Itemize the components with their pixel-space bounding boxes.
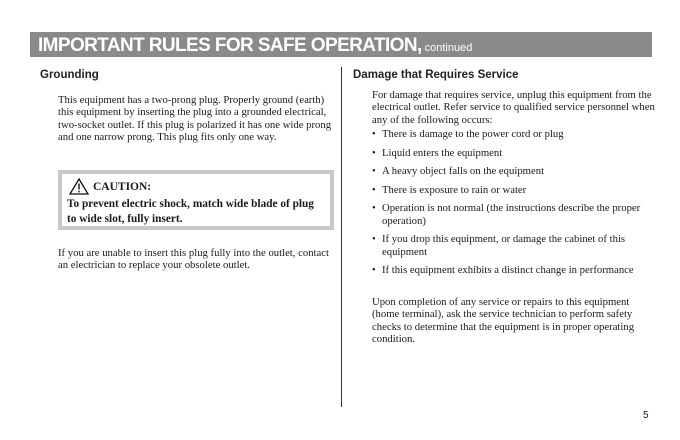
- list-item: • If this equipment exhibits a distinct change in performance: [372, 264, 634, 277]
- list-item: • There is damage to the power cord or plug: [372, 128, 564, 140]
- caution-label: CAUTION:: [93, 180, 152, 193]
- banner-title: IMPORTANT RULES FOR SAFE OPERATION,: [38, 35, 422, 56]
- service-intro: For damage that requires service, unplug this equipment from the electrical outlet. Refer service to qualified service personnel when any of the following occurs:: [372, 89, 655, 126]
- completion-paragraph: Upon completion of any service or repairs to this equipment (home terminal), ask the service technician to perform safety checks to determine that the equipment is in proper operating condition.: [372, 296, 635, 346]
- caution-box: [58, 170, 334, 230]
- caution-header: [67, 178, 324, 195]
- caution-text: To prevent electric shock, match wide blade of plug to wide slot, fully insert.: [67, 198, 314, 225]
- bullet-icon: •: [372, 233, 376, 246]
- list-item: • Operation is not normal (the instructions describe the proper operation): [372, 202, 641, 227]
- bullet-icon: •: [372, 128, 376, 140]
- service-heading: Damage that Requires Service: [353, 69, 519, 81]
- list-item: • A heavy object falls on the equipment: [372, 165, 545, 178]
- service-bullet-list: [372, 128, 656, 283]
- bullet-icon: •: [372, 264, 376, 277]
- grounding-heading: Grounding: [40, 69, 99, 81]
- banner-continued: continued: [424, 42, 473, 54]
- page-number: 5: [643, 410, 649, 421]
- outlet-paragraph: If you are unable to insert this plug fully into the outlet, contact an electrician to replace your obsolete outlet.: [58, 247, 329, 272]
- bullet-icon: •: [372, 146, 376, 159]
- column-divider: [341, 67, 342, 407]
- bullet-icon: •: [372, 183, 376, 196]
- list-item: • Liquid enters the equipment: [372, 146, 503, 159]
- section-banner: [30, 32, 652, 57]
- bullet-icon: •: [372, 202, 376, 215]
- bullet-icon: •: [372, 165, 376, 178]
- grounding-paragraph: This equipment has a two-prong plug. Properly ground (earth) this equipment by inserting the plug into a grounded electrical, two-socket outlet. If this plug is polarized it has one wide prong and one narrow prong. This plug fits only one way.: [58, 94, 332, 144]
- list-item: • There is exposure to rain or water: [372, 183, 527, 196]
- list-item: • If you drop this equipment, or damage the cabinet of this equipment: [372, 233, 626, 258]
- warning-triangle-icon: [69, 178, 89, 195]
